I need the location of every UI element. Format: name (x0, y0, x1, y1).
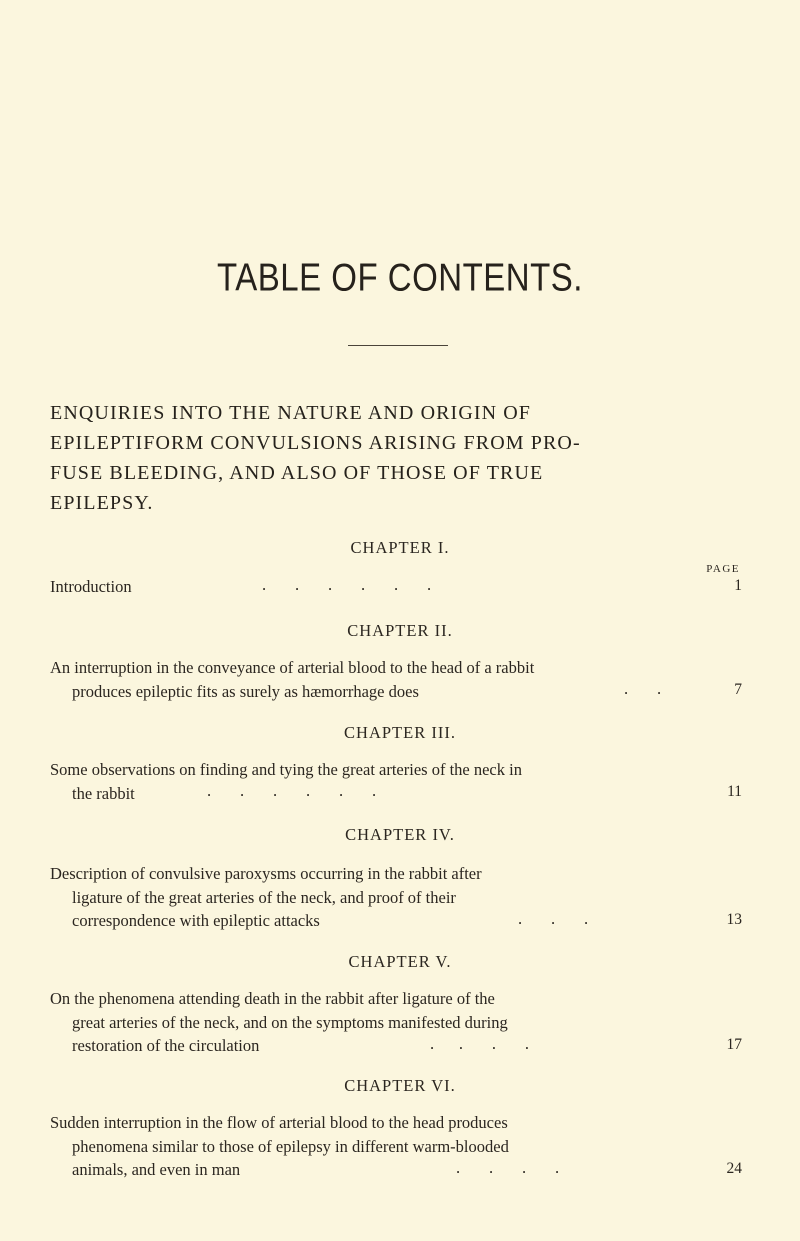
description-line: great arteries of the neck, and on the symptoms manifested during (72, 1012, 508, 1032)
chapter-6-leaders: . . . . (456, 1158, 560, 1177)
chapter-5-page-number: 17 (726, 1036, 742, 1053)
description-line: produces epileptic fits as surely as hæmorrhage does (72, 681, 419, 701)
description-line: Introduction (50, 577, 132, 596)
description-line: correspondence with epileptic attacks (72, 911, 320, 930)
chapter-3-title: CHAPTER III. (344, 723, 456, 742)
page-title: TABLE OF CONTENTS. (217, 255, 583, 299)
description-line: phenomena similar to those of epilepsy in different warm-blooded (72, 1136, 509, 1156)
part-heading-line: FUSE BLEEDING, AND ALSO OF THOSE OF TRUE (50, 462, 544, 484)
part-heading (50, 398, 768, 518)
title-divider (348, 345, 448, 346)
chapter-5-title: CHAPTER V. (348, 952, 452, 971)
chapter-4-description (50, 862, 690, 933)
description-line: the rabbit (72, 783, 135, 803)
chapter-2-page-number: 7 (734, 681, 742, 698)
chapter-4-leaders: . . . (518, 909, 589, 928)
description-line: restoration of the circulation (72, 1036, 260, 1055)
description-line: An interruption in the conveyance of arterial blood to the head of a rabbit (50, 658, 535, 677)
description-line: ligature of the great arteries of the neck, and proof of their (72, 887, 456, 907)
chapter-6-page-number: 24 (726, 1160, 742, 1177)
page-column-label: PAGE (706, 563, 740, 575)
chapter-4-page-number: 13 (726, 911, 742, 928)
chapter-3-leaders: . . . . . . (207, 781, 377, 800)
chapter-5-description (50, 987, 690, 1058)
part-heading-line: ENQUIRIES INTO THE NATURE AND ORIGIN OF (50, 402, 532, 424)
chapter-6-description (50, 1111, 690, 1182)
chapter-1-page-number: 1 (734, 577, 742, 594)
chapter-1-title: CHAPTER I. (350, 538, 450, 557)
chapter-2-description (50, 656, 690, 703)
chapter-6-title: CHAPTER VI. (344, 1076, 456, 1095)
part-heading-line: EPILEPTIFORM CONVULSIONS ARISING FROM PRO- (50, 432, 581, 454)
chapter-1-leaders: . . . . . . (262, 575, 432, 594)
part-heading-line: EPILEPSY. (50, 492, 154, 514)
description-line: Some observations on finding and tying the great arteries of the neck in (50, 760, 522, 779)
chapter-2-leaders: . . (624, 679, 662, 698)
chapter-4-title: CHAPTER IV. (345, 825, 455, 844)
description-line: animals, and even in man (72, 1160, 241, 1179)
chapter-2-title: CHAPTER II. (347, 621, 453, 640)
description-line: Description of convulsive paroxysms occurring in the rabbit after (50, 864, 482, 883)
description-line: On the phenomena attending death in the rabbit after ligature of the (50, 989, 495, 1008)
chapter-3-page-number: 11 (727, 783, 742, 800)
chapter-5-leaders: . . . . (430, 1034, 529, 1053)
description-line: Sudden interruption in the flow of arterial blood to the head produces (50, 1113, 508, 1132)
